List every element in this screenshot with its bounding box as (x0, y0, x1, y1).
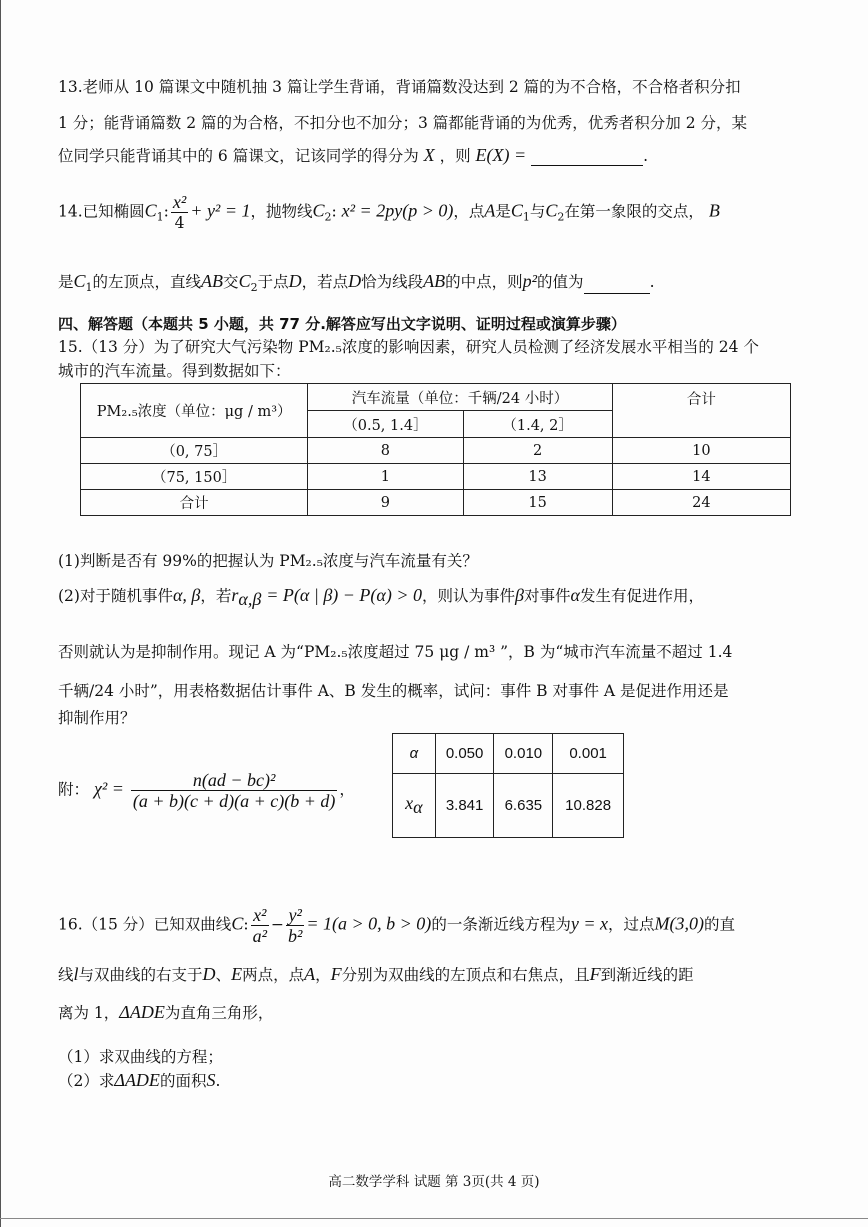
ref-alpha-label: α (393, 734, 436, 774)
table-header-flow: 汽车流量（单位：千辆/24 小时） (308, 384, 612, 411)
table-cell: 10 (612, 438, 790, 464)
q14-ellipse-rest: + y² = 1 (190, 200, 251, 221)
q15-part2-line1: (2)对于随机事件α, β，若$r_{\alpha,\beta} = P(\alpha$ | β) − P(α) > 0，则认为事件β对事件α发生有促进作用， (58, 585, 704, 610)
section4-heading: 四、解答题（本题共 5 小题，共 77 分.解答应写出文字说明、证明过程或演算步骤） (58, 315, 626, 333)
q13-period: . (643, 147, 649, 165)
q15-data-table (80, 383, 791, 516)
table-cell: 1 (308, 464, 463, 490)
q16-line2: 线l与双曲线的右支于D、E两点，点A，F分别为双曲线的左顶点和右焦点，且F到渐近线的距 (58, 964, 694, 984)
ref-cell: 3.841 (435, 774, 494, 838)
q14-text: ，抛物线 (250, 202, 313, 221)
q15-appendix: 附： χ² = $\frac{\text{n(ad − bc)²}}{(a + b)(c + d)(a + c)(b + d)}$ ， (58, 770, 355, 811)
q13-text: 位同学只能背诵其中的 6 篇课文，记该同学的得分为 (58, 147, 419, 165)
q16-line3: 离为 1，ΔADE为直角三角形， (58, 1002, 274, 1022)
scan-edge-bottom (0, 1218, 868, 1219)
ref-cell: 6.635 (494, 774, 553, 838)
q15-r-formula: = P(α | β) − P(α) > 0 (266, 585, 422, 605)
q14-c1: C (144, 200, 157, 221)
q13-line3 (58, 144, 648, 166)
table-subheader-1: （0.5, 1.4］ (308, 411, 463, 438)
q13-text-mid: ，则 (439, 147, 471, 165)
table-cell: 合计 (81, 490, 308, 516)
table-header-pm: PM₂.₅浓度（单位：μg / m³） (81, 384, 308, 438)
table-cell: 14 (612, 464, 790, 490)
table-cell: 15 (463, 490, 612, 516)
table-cell: （75, 150］ (81, 464, 308, 490)
table-cell: 9 (308, 490, 463, 516)
page-footer: 高二数学学科 试题 第 3页(共 4 页) (328, 1174, 540, 1190)
q14-answer-blank[interactable] (584, 277, 650, 294)
q16-part1: （1）求双曲线的方程； (58, 1048, 223, 1066)
table-cell: （0, 75］ (81, 438, 308, 464)
q14-point-b: B (708, 200, 720, 221)
ref-cell: 10.828 (553, 774, 624, 838)
chi-square-reference-table (392, 733, 624, 838)
ref-cell: 0.010 (494, 734, 553, 774)
table-cell: 13 (463, 464, 612, 490)
ref-x-label: $x_\alpha$ (393, 774, 436, 838)
table-cell: 24 (612, 490, 790, 516)
ref-cell: 0.050 (435, 734, 494, 774)
q13-var-x: X (423, 145, 435, 165)
scan-edge-left (0, 0, 1, 1227)
q16-line1: 16.（15 分）已知双曲线C: $\frac{\text{x²}}{\text{a²}}$ − $\frac{\text{y²}}{\text{b²}}$ = 1(a > 0, b > 0)的一条渐近线方程为y = x，过点M(3,0)的直 (58, 905, 735, 946)
chi-square-fraction: $\frac{\text{n(ad − bc)²}}{(a + b)(c + d)(a + c)(b + d)}$ (132, 770, 336, 811)
q15-part2-line4: 抑制作用？ (58, 709, 136, 727)
q14-c2: C (312, 200, 325, 221)
q15-part2-line3: 千辆/24 小时”，用表格数据估计事件 A、B 发生的概率，试问：事件 B 对事件 A 是促进作用还是 (58, 682, 729, 700)
chi-square-label: χ² = (93, 778, 124, 799)
table-cell: 8 (308, 438, 463, 464)
q15-part2-line2: 否则就认为是抑制作用。现记 A 为“PM₂.₅浓度超过 75 μg / m³ ”，B 为“城市汽车流量不超过 1.4 (58, 643, 733, 661)
q13-expectation: E(X) = (475, 145, 527, 165)
q14-ellipse-fraction: $\frac{\text{x²}}{4}$ (172, 192, 187, 232)
table-header-total: 合计 (612, 384, 790, 438)
q14-line1: 14.已知椭圆$C_1$: $\frac{\text{x²}}{4}$ + y² = 1，抛物线$C_2$: x² = 2py(p > 0)，点A是$C_1$与$C_2$在第一象限的交点， B (58, 192, 720, 232)
table-cell: 2 (463, 438, 612, 464)
q16-fraction-x: $\frac{\text{x²}}{\text{a²}}$ (252, 905, 267, 946)
q15-line2: 城市的汽车流量。得到数据如下： (58, 362, 291, 380)
q16-part2: （2）求ΔADE的面积S. (58, 1070, 221, 1090)
q14-line2: 是$C_1$的左顶点，直线AB交$C_2$于点D，若点D恰为线段AB的中点，则p²的值为 . (58, 271, 655, 295)
q13-line1: 13.老师从 10 篇课文中随机抽 3 篇让学生背诵，背诵篇数没达到 2 篇的为不合格，不合格者积分扣 (58, 78, 741, 96)
q13-line2: 1 分；能背诵篇数 2 篇的为合格，不扣分也不加分；3 篇都能背诵的为优秀，优秀者积分加 2 分，某 (58, 114, 748, 132)
q14-prefix: 14.已知椭圆 (58, 202, 145, 221)
q16-fraction-y: $\frac{\text{y²}}{\text{b²}}$ (287, 905, 303, 946)
q14-point-a: A (484, 200, 496, 221)
ref-cell: 0.001 (553, 734, 624, 774)
table-subheader-2: （1.4, 2］ (463, 411, 612, 438)
q13-answer-blank[interactable] (531, 149, 643, 166)
q15-line1: 15.（13 分）为了研究大气污染物 PM₂.₅浓度的影响因素，研究人员检测了经济发展水平相当的 24 个 (58, 338, 759, 356)
q15-part1: (1)判断是否有 99%的把握认为 PM₂.₅浓度与汽车流量有关？ (58, 552, 478, 570)
q14-parabola: x² = 2py(p > 0) (341, 200, 454, 221)
